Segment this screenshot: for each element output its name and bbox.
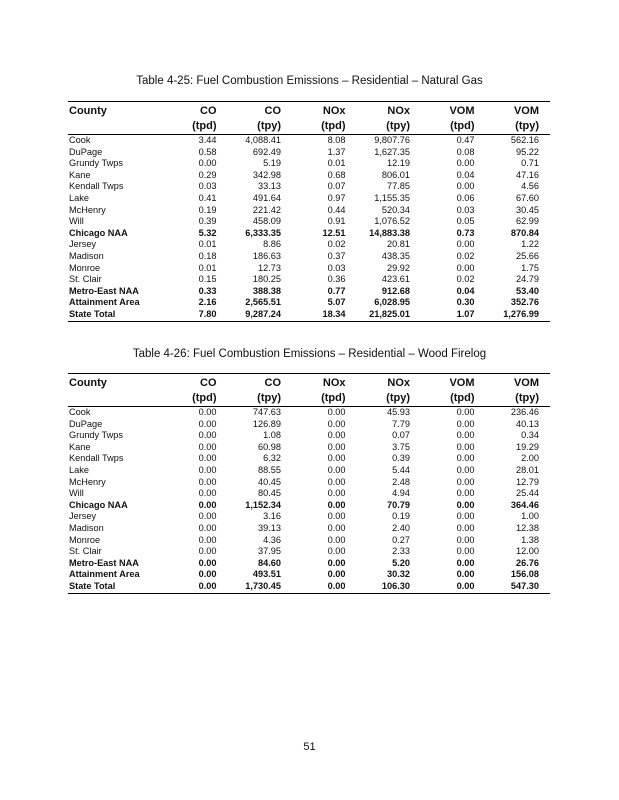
value-cell: 0.00 <box>456 534 475 545</box>
value-cell: 25.44 <box>516 488 539 499</box>
unit-header: (tpd) <box>292 119 357 135</box>
value-cell: 0.19 <box>392 511 410 522</box>
value-cell: 70.79 <box>387 499 410 510</box>
county-cell: Metro-East NAA <box>69 557 139 568</box>
table-row <box>68 135 550 147</box>
value-cell: 0.00 <box>456 430 475 441</box>
county-cell: Attainment Area <box>69 297 140 308</box>
table-4-25-caption: Table 4-25: Fuel Combustion Emissions – Residential – Natural Gas <box>136 75 483 87</box>
value-cell: 0.08 <box>456 146 475 157</box>
value-cell: 12.79 <box>516 476 539 487</box>
value-cell: 0.00 <box>198 511 217 522</box>
value-cell: 1.38 <box>521 534 539 545</box>
value-cell: 0.44 <box>327 204 346 215</box>
value-cell: 6,028.95 <box>374 297 410 308</box>
value-cell: 126.89 <box>252 418 281 429</box>
column-header: VOM <box>421 374 486 392</box>
county-cell: Kane <box>69 441 91 452</box>
value-cell: 0.71 <box>521 158 539 169</box>
value-cell: 0.00 <box>456 262 475 273</box>
county-cell: Jersey <box>69 511 97 522</box>
value-cell: 25.66 <box>516 250 539 261</box>
value-cell: 0.00 <box>456 522 475 533</box>
value-cell: 0.02 <box>327 239 346 250</box>
column-header: VOM <box>421 102 486 120</box>
county-cell: Metro-East NAA <box>69 285 139 296</box>
table-row <box>68 419 550 431</box>
value-cell: 458.09 <box>252 216 281 227</box>
unit-header: (tpd) <box>421 391 486 407</box>
value-cell: 806.01 <box>381 169 410 180</box>
value-cell: 2.16 <box>198 297 217 308</box>
table-row <box>68 488 550 500</box>
value-cell: 236.46 <box>510 407 539 417</box>
county-cell: Kane <box>69 169 91 180</box>
value-cell: 0.00 <box>327 464 346 475</box>
table-row <box>68 251 550 263</box>
unit-header: (tpd) <box>421 119 486 135</box>
value-cell: 1,076.52 <box>374 216 410 227</box>
unit-header: (tpy) <box>357 391 422 407</box>
value-cell: 0.00 <box>198 418 217 429</box>
value-cell: 0.19 <box>198 204 217 215</box>
value-cell: 0.37 <box>327 250 346 261</box>
value-cell: 0.03 <box>198 181 217 192</box>
value-cell: 0.00 <box>327 453 346 464</box>
county-cell: Chicago NAA <box>69 227 128 238</box>
table-4-26 <box>68 373 550 594</box>
value-cell: 1.00 <box>521 511 539 522</box>
table-body <box>68 407 550 594</box>
county-cell: St. Clair <box>69 546 102 557</box>
county-cell: Lake <box>69 464 89 475</box>
unit-header: (tpy) <box>228 391 293 407</box>
value-cell: 0.03 <box>456 204 475 215</box>
value-cell: 0.00 <box>327 488 346 499</box>
value-cell: 0.39 <box>392 453 410 464</box>
table-row <box>68 205 550 217</box>
value-cell: 0.27 <box>392 534 410 545</box>
value-cell: 1,730.45 <box>228 581 293 593</box>
value-cell: 342.98 <box>252 169 281 180</box>
value-cell: 0.00 <box>456 569 475 580</box>
value-cell: 0.00 <box>456 239 475 250</box>
value-cell: 0.00 <box>327 522 346 533</box>
value-cell: 0.36 <box>327 274 346 285</box>
county-cell: Chicago NAA <box>69 499 128 510</box>
value-cell: 0.03 <box>327 262 346 273</box>
value-cell: 747.63 <box>252 407 281 417</box>
value-cell: 870.84 <box>510 227 539 238</box>
value-cell: 0.01 <box>327 158 346 169</box>
value-cell: 0.18 <box>198 250 217 261</box>
value-cell: 0.07 <box>327 181 346 192</box>
value-cell: 1,627.35 <box>374 146 410 157</box>
table-row <box>68 453 550 465</box>
value-cell: 1.07 <box>421 309 486 321</box>
column-header: VOM <box>486 102 551 120</box>
county-cell: Will <box>69 216 84 227</box>
county-cell: Cook <box>69 135 91 145</box>
value-cell: 180.25 <box>252 274 281 285</box>
value-cell: 0.00 <box>198 557 217 568</box>
county-cell: Madison <box>69 250 104 261</box>
value-cell: 493.51 <box>252 569 281 580</box>
value-cell: 40.45 <box>258 476 281 487</box>
value-cell: 0.00 <box>198 488 217 499</box>
value-cell: 0.02 <box>456 274 475 285</box>
value-cell: 28.01 <box>516 464 539 475</box>
county-cell: Monroe <box>69 262 101 273</box>
value-cell: 221.42 <box>252 204 281 215</box>
column-header: NOx <box>292 374 357 392</box>
county-cell: Grundy Twps <box>69 158 123 169</box>
value-cell: 2.33 <box>392 546 410 557</box>
page-number: 51 <box>303 741 316 753</box>
value-cell: 520.34 <box>381 204 410 215</box>
value-cell: 388.38 <box>252 285 281 296</box>
county-cell: Grundy Twps <box>69 430 123 441</box>
county-cell: Lake <box>69 192 89 203</box>
value-cell: 186.63 <box>252 250 281 261</box>
value-cell: 364.46 <box>510 499 539 510</box>
table-row <box>68 216 550 228</box>
county-cell: DuPage <box>69 418 103 429</box>
value-cell: 0.97 <box>327 192 346 203</box>
value-cell: 5.32 <box>198 227 217 238</box>
value-cell: 30.32 <box>387 569 410 580</box>
table-row <box>68 193 550 205</box>
value-cell: 0.00 <box>327 499 346 510</box>
table-row <box>68 286 550 298</box>
table-row <box>68 569 550 581</box>
value-cell: 2.00 <box>521 453 539 464</box>
value-cell: 1.75 <box>521 262 539 273</box>
value-cell: 0.00 <box>198 499 217 510</box>
column-header: County <box>68 374 163 392</box>
value-cell: 5.44 <box>392 464 410 475</box>
value-cell: 1.08 <box>263 430 281 441</box>
value-cell: 0.00 <box>198 464 217 475</box>
value-cell: 106.30 <box>357 581 422 593</box>
value-cell: 4.36 <box>263 534 281 545</box>
value-cell: 0.00 <box>198 158 217 169</box>
column-header: CO <box>228 374 293 392</box>
value-cell: 0.07 <box>392 430 410 441</box>
value-cell: 5.07 <box>327 297 346 308</box>
table-row <box>68 511 550 523</box>
table-row <box>68 465 550 477</box>
value-cell: 912.68 <box>381 285 410 296</box>
value-cell: 0.00 <box>456 557 475 568</box>
value-cell: 0.00 <box>327 418 346 429</box>
table-row <box>68 158 550 170</box>
value-cell: 0.00 <box>456 464 475 475</box>
value-cell: 0.29 <box>198 169 217 180</box>
value-cell: 0.06 <box>456 192 475 203</box>
value-cell: 33.13 <box>258 181 281 192</box>
value-cell: 0.00 <box>456 181 475 192</box>
value-cell: 0.30 <box>456 297 475 308</box>
units-row <box>68 391 550 407</box>
column-header: NOx <box>357 374 422 392</box>
table-row <box>68 477 550 489</box>
value-cell: 692.49 <box>252 146 281 157</box>
value-cell: 2.48 <box>392 476 410 487</box>
column-header: NOx <box>357 102 422 120</box>
value-cell: 12.51 <box>322 227 346 238</box>
value-cell: 352.76 <box>510 297 539 308</box>
value-cell: 0.00 <box>456 546 475 557</box>
value-cell: 0.58 <box>198 146 217 157</box>
value-cell: 0.00 <box>327 430 346 441</box>
value-cell: 0.00 <box>198 453 217 464</box>
value-cell: 0.33 <box>198 285 217 296</box>
value-cell: 7.79 <box>392 418 410 429</box>
table-row <box>68 239 550 251</box>
value-cell: 9,287.24 <box>228 309 293 321</box>
table-row <box>68 500 550 512</box>
value-cell: 60.98 <box>258 441 281 452</box>
value-cell: 0.47 <box>456 135 475 145</box>
value-cell: 2,565.51 <box>245 297 281 308</box>
value-cell: 24.79 <box>516 274 539 285</box>
county-cell: DuPage <box>69 146 103 157</box>
value-cell: 12.19 <box>387 158 410 169</box>
column-header: CO <box>228 102 293 120</box>
table-row <box>68 181 550 193</box>
value-cell: 5.19 <box>263 158 281 169</box>
table-row <box>68 274 550 286</box>
table-row <box>68 228 550 240</box>
value-cell: 0.01 <box>198 262 217 273</box>
value-cell: 0.00 <box>456 511 475 522</box>
table-row <box>68 170 550 182</box>
column-header: CO <box>163 102 228 120</box>
county-cell: Jersey <box>69 239 97 250</box>
unit-header: (tpd) <box>292 391 357 407</box>
value-cell: 0.01 <box>198 239 217 250</box>
value-cell: 0.00 <box>327 476 346 487</box>
value-cell: 0.04 <box>456 285 475 296</box>
value-cell: 1.37 <box>327 146 346 157</box>
value-cell: 47.16 <box>516 169 539 180</box>
county-cell: McHenry <box>69 476 106 487</box>
value-cell: 0.34 <box>521 430 539 441</box>
value-cell: 1,276.99 <box>486 309 551 321</box>
value-cell: 0.05 <box>456 216 475 227</box>
value-cell: 0.00 <box>198 476 217 487</box>
table-row <box>68 523 550 535</box>
value-cell: 562.16 <box>510 135 539 145</box>
value-cell: 40.13 <box>516 418 539 429</box>
unit-header: (tpy) <box>486 119 551 135</box>
value-cell: 0.00 <box>198 569 217 580</box>
value-cell: 1,155.35 <box>374 192 410 203</box>
value-cell: 0.00 <box>198 430 217 441</box>
value-cell: 547.30 <box>486 581 551 593</box>
table-row <box>68 309 550 321</box>
value-cell: 26.76 <box>516 557 539 568</box>
value-cell: 0.00 <box>163 581 228 593</box>
column-header: NOx <box>292 102 357 120</box>
value-cell: 95.22 <box>516 146 539 157</box>
value-cell: 84.60 <box>258 557 281 568</box>
value-cell: 14,883.38 <box>369 227 410 238</box>
value-cell: 12.38 <box>516 522 539 533</box>
value-cell: 45.93 <box>387 407 410 417</box>
value-cell: 423.61 <box>381 274 410 285</box>
unit-header: (tpy) <box>486 391 551 407</box>
value-cell: 0.00 <box>198 534 217 545</box>
value-cell: 18.34 <box>292 309 357 321</box>
value-cell: 20.81 <box>387 239 410 250</box>
county-cell: St. Clair <box>69 274 102 285</box>
value-cell: 0.39 <box>198 216 217 227</box>
value-cell: 0.00 <box>456 407 475 417</box>
value-cell: 438.35 <box>381 250 410 261</box>
value-cell: 0.91 <box>327 216 346 227</box>
value-cell: 53.40 <box>516 285 539 296</box>
county-cell: Kendall Twps <box>69 181 124 192</box>
unit-header <box>68 391 163 407</box>
value-cell: 12.73 <box>258 262 281 273</box>
value-cell: 8.08 <box>327 135 346 145</box>
value-cell: 37.95 <box>258 546 281 557</box>
value-cell: 0.00 <box>327 534 346 545</box>
value-cell: 0.00 <box>327 557 346 568</box>
value-cell: 77.85 <box>387 181 410 192</box>
unit-header: (tpd) <box>163 391 228 407</box>
value-cell: 0.00 <box>456 441 475 452</box>
county-cell: Monroe <box>69 534 101 545</box>
value-cell: 0.00 <box>456 418 475 429</box>
value-cell: 80.45 <box>258 488 281 499</box>
unit-header <box>68 119 163 135</box>
value-cell: 0.15 <box>198 274 217 285</box>
value-cell: 0.00 <box>198 546 217 557</box>
value-cell: 2.40 <box>392 522 410 533</box>
value-cell: 12.00 <box>516 546 539 557</box>
value-cell: 5.20 <box>392 557 410 568</box>
value-cell: 0.77 <box>327 285 346 296</box>
table-row <box>68 297 550 309</box>
value-cell: 0.00 <box>198 441 217 452</box>
county-cell: State Total <box>68 581 163 593</box>
county-cell: McHenry <box>69 204 106 215</box>
table-4-26-caption: Table 4-26: Fuel Combustion Emissions – Residential – Wood Firelog <box>132 348 487 360</box>
unit-header: (tpy) <box>357 119 422 135</box>
value-cell: 0.68 <box>327 169 346 180</box>
county-cell: Will <box>69 488 84 499</box>
county-cell: Kendall Twps <box>69 453 124 464</box>
value-cell: 30.45 <box>516 204 539 215</box>
unit-header: (tpy) <box>228 119 293 135</box>
units-row <box>68 119 550 135</box>
value-cell: 0.00 <box>456 158 475 169</box>
value-cell: 1,152.34 <box>245 499 281 510</box>
value-cell: 8.86 <box>263 239 281 250</box>
table-row <box>68 535 550 547</box>
value-cell: 4.56 <box>521 181 539 192</box>
county-cell: State Total <box>68 309 163 321</box>
value-cell: 7.80 <box>163 309 228 321</box>
value-cell: 3.75 <box>392 441 410 452</box>
county-cell: Attainment Area <box>69 569 140 580</box>
county-cell: Cook <box>69 407 91 417</box>
table-body <box>68 135 550 322</box>
value-cell: 67.60 <box>516 192 539 203</box>
table-row <box>68 442 550 454</box>
value-cell: 0.00 <box>198 407 217 417</box>
value-cell: 0.00 <box>456 488 475 499</box>
value-cell: 0.00 <box>456 499 475 510</box>
value-cell: 4,088.41 <box>245 135 281 145</box>
value-cell: 0.00 <box>327 511 346 522</box>
table-row <box>68 546 550 558</box>
value-cell: 0.00 <box>198 522 217 533</box>
column-header: VOM <box>486 374 551 392</box>
value-cell: 0.73 <box>456 227 475 238</box>
table-row <box>68 558 550 570</box>
value-cell: 3.16 <box>263 511 281 522</box>
value-cell: 0.00 <box>456 453 475 464</box>
column-header: County <box>68 102 163 120</box>
value-cell: 0.00 <box>421 581 486 593</box>
value-cell: 21,825.01 <box>357 309 422 321</box>
value-cell: 4.94 <box>392 488 410 499</box>
value-cell: 6,333.35 <box>245 227 281 238</box>
value-cell: 9,807.76 <box>374 135 410 145</box>
value-cell: 0.41 <box>198 192 217 203</box>
value-cell: 19.29 <box>516 441 539 452</box>
value-cell: 6.32 <box>263 453 281 464</box>
value-cell: 491.64 <box>252 192 281 203</box>
value-cell: 0.00 <box>327 546 346 557</box>
value-cell: 1.22 <box>521 239 539 250</box>
table-row <box>68 581 550 593</box>
value-cell: 156.08 <box>510 569 539 580</box>
unit-header: (tpd) <box>163 119 228 135</box>
value-cell: 29.92 <box>387 262 410 273</box>
value-cell: 62.99 <box>516 216 539 227</box>
header-row <box>68 102 550 120</box>
table-row <box>68 407 550 419</box>
value-cell: 3.44 <box>198 135 217 145</box>
value-cell: 0.04 <box>456 169 475 180</box>
value-cell: 0.00 <box>327 569 346 580</box>
value-cell: 0.00 <box>456 476 475 487</box>
value-cell: 0.02 <box>456 250 475 261</box>
table-row <box>68 147 550 159</box>
value-cell: 0.00 <box>327 441 346 452</box>
table-row <box>68 430 550 442</box>
column-header: CO <box>163 374 228 392</box>
table-4-25 <box>68 101 550 322</box>
value-cell: 0.00 <box>292 581 357 593</box>
value-cell: 39.13 <box>258 522 281 533</box>
value-cell: 0.00 <box>327 407 346 417</box>
table-row <box>68 263 550 275</box>
header-row <box>68 374 550 392</box>
value-cell: 88.55 <box>258 464 281 475</box>
county-cell: Madison <box>69 522 104 533</box>
